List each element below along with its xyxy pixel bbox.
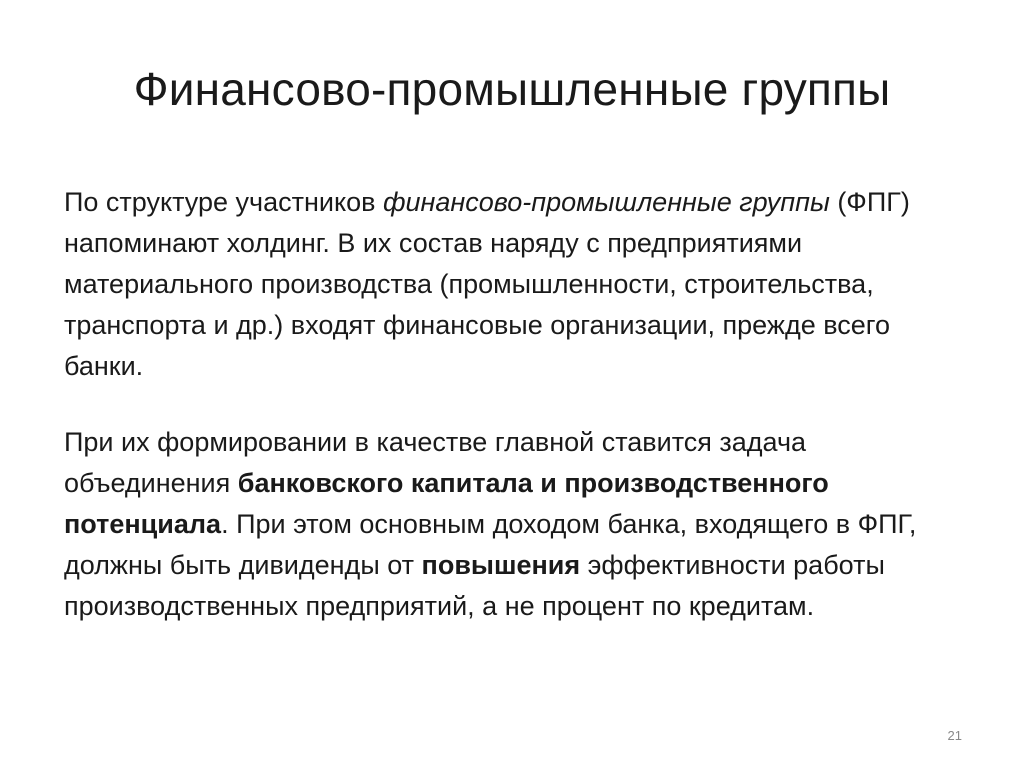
paragraph2-bold-increase: повышения <box>421 550 581 580</box>
page-number: 21 <box>947 728 962 743</box>
paragraph1-text-start: По структуре участников <box>64 187 383 217</box>
paragraph2-text-start: При их формировании в качестве главной ставится задача объединения <box>64 427 807 498</box>
paragraph2-text-end: эффективности работы производственных предприятий, а не процент по кредитам. <box>64 550 885 621</box>
paragraph-structure <box>64 182 964 387</box>
paragraph-formation <box>64 422 964 627</box>
paragraph1-italic-term: финансово-промышленные группы <box>382 187 830 217</box>
paragraph2-bold-capital: банковского капитала и производственного потенциала <box>64 468 829 539</box>
slide-title: Финансово-промышленные группы <box>133 63 891 115</box>
slide-body <box>64 182 964 627</box>
paragraph1-text-end: (ФПГ) напоминают холдинг. В их состав наряду с предприятиями материального производства (промышленности, строительства, транспорта и др.) входят финансовые организации, прежде всего банки. <box>64 187 910 381</box>
paragraph2-text-middle: . При этом основным доходом банка, входящего в ФПГ, должны быть дивиденды от <box>64 509 917 580</box>
